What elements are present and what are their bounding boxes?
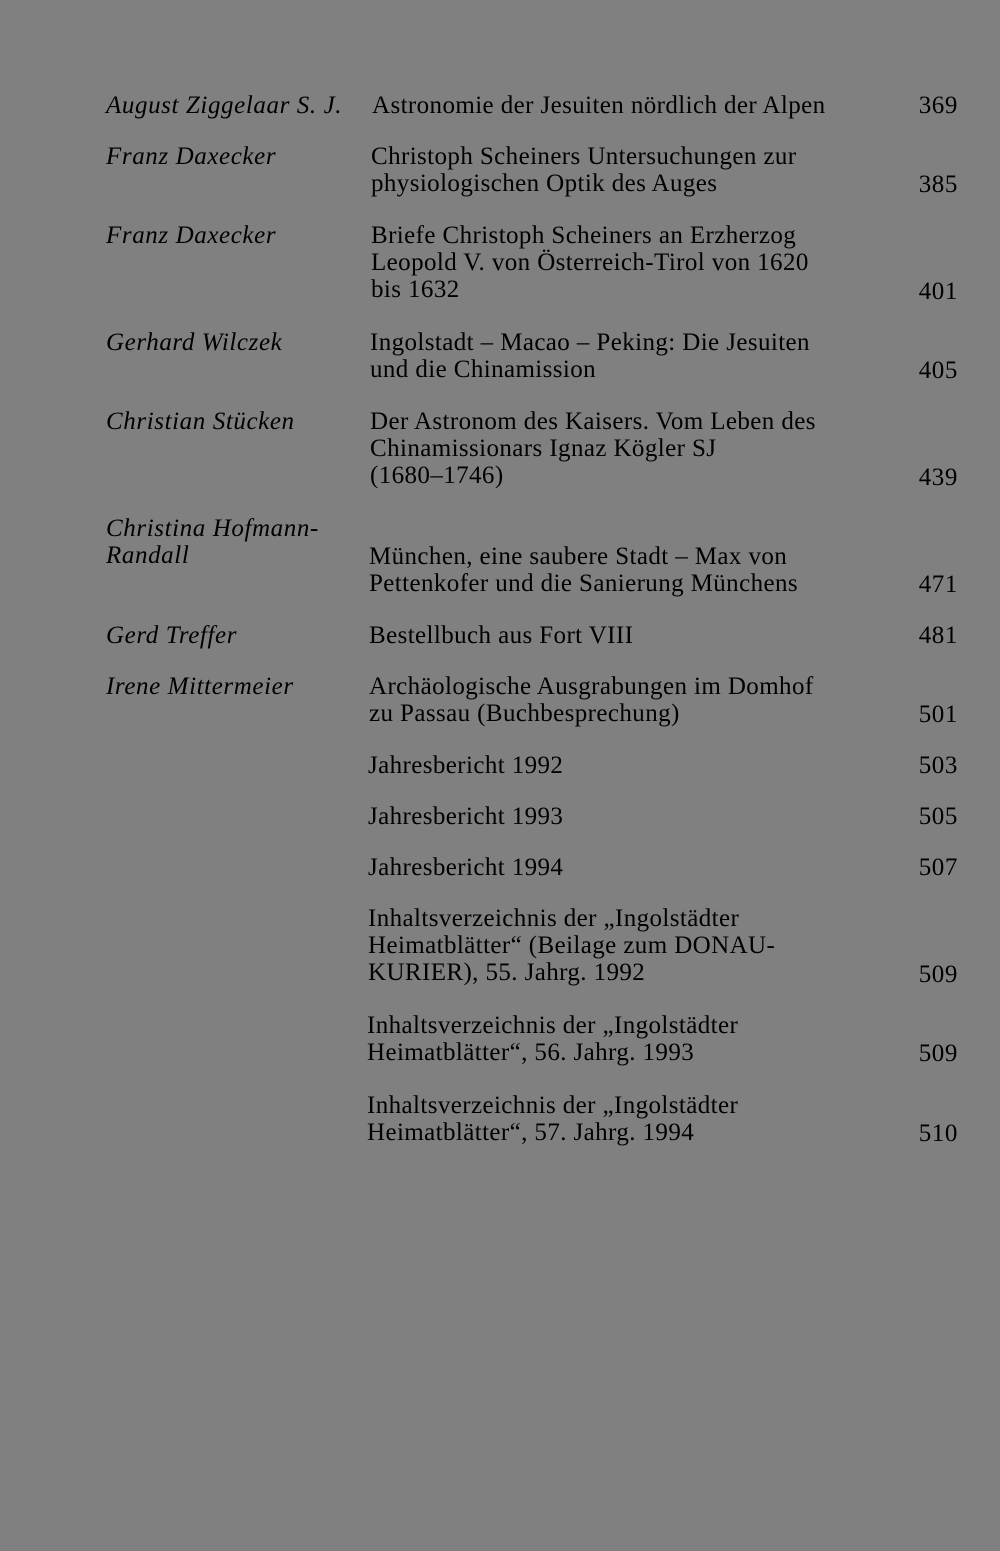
entry-title	[368, 803, 888, 830]
entry-title	[371, 143, 891, 197]
entry-title	[368, 752, 888, 779]
entry-page-number: 507	[918, 854, 958, 881]
entry-title	[372, 92, 892, 119]
entry-title	[367, 1092, 887, 1146]
entry-page-number: 401	[918, 278, 958, 305]
entry-title-line: Bestellbuch aus Fort VIII	[369, 622, 634, 649]
entry-page-number: 509	[918, 961, 958, 988]
entry-title-line: Archäologische Ausgrabungen im Domhof	[369, 673, 814, 700]
entry-title	[370, 408, 890, 489]
entry-author-line: August Ziggelaar S. J.	[106, 92, 343, 119]
entry-title-line: Inhaltsverzeichnis der „Ingolstädter	[368, 905, 740, 932]
entry-title-line: zu Passau (Buchbesprechung)	[369, 700, 680, 727]
entry-title	[369, 622, 889, 649]
entry-title-line: Astronomie der Jesuiten nördlich der Alpen	[372, 92, 826, 119]
entry-author-line: Randall	[106, 542, 190, 569]
entry-title-line: Ingolstadt – Macao – Peking: Die Jesuiten	[370, 329, 810, 356]
entry-title-line: KURIER), 55. Jahrg. 1992	[368, 959, 646, 986]
entry-title-line: München, eine saubere Stadt – Max von	[369, 543, 788, 570]
entry-title	[368, 905, 888, 986]
entry-title	[370, 329, 890, 383]
entry-author	[106, 143, 356, 170]
entry-title	[369, 673, 889, 727]
entry-title-line: Heimatblätter“, 57. Jahrg. 1994	[367, 1119, 695, 1146]
entry-page-number: 439	[918, 464, 958, 491]
entry-author	[106, 329, 356, 356]
entry-author	[106, 622, 356, 649]
entry-title-line: Der Astronom des Kaisers. Vom Leben des	[370, 408, 816, 435]
entry-author-line: Christina Hofmann-	[106, 515, 319, 542]
entry-author	[106, 408, 356, 435]
entry-author-line: Gerhard Wilczek	[106, 329, 283, 356]
entry-title	[367, 1012, 887, 1066]
entry-title-line: Inhaltsverzeichnis der „Ingolstädter	[367, 1092, 739, 1119]
entry-title	[371, 222, 891, 303]
entry-title-line: Heimatblätter“, 56. Jahrg. 1993	[367, 1039, 695, 1066]
entry-title-line: bis 1632	[371, 276, 460, 303]
entry-author	[106, 222, 356, 249]
entry-title-line: und die Chinamission	[370, 356, 597, 383]
entry-title-line: Inhaltsverzeichnis der „Ingolstädter	[367, 1012, 739, 1039]
entry-author-line: Gerd Treffer	[106, 622, 238, 649]
entry-title-line: physiologischen Optik des Auges	[371, 170, 718, 197]
entry-author-line: Irene Mittermeier	[106, 673, 294, 700]
entry-title	[368, 854, 888, 881]
entry-page-number: 501	[918, 701, 958, 728]
entry-author	[106, 92, 356, 119]
entry-page-number: 471	[918, 571, 958, 598]
entry-author	[106, 673, 356, 700]
entry-author-line: Franz Daxecker	[106, 143, 277, 170]
entry-author-line: Franz Daxecker	[106, 222, 277, 249]
entry-title-line: Jahresbericht 1993	[368, 803, 564, 830]
entry-page-number: 369	[918, 92, 958, 119]
entry-title-line: (1680–1746)	[370, 462, 504, 489]
entry-page-number: 385	[918, 171, 958, 198]
entry-page-number: 503	[918, 752, 958, 779]
entry-author-line: Christian Stücken	[106, 408, 295, 435]
entry-page-number: 405	[918, 357, 958, 384]
entry-title	[369, 543, 889, 597]
entry-page-number: 481	[918, 622, 958, 649]
entry-page-number: 510	[918, 1120, 958, 1147]
entry-page-number: 505	[918, 803, 958, 830]
entry-title-line: Jahresbericht 1994	[368, 854, 564, 881]
entry-title-line: Chinamissionars Ignaz Kögler SJ	[370, 435, 717, 462]
entry-title-line: Christoph Scheiners Untersuchungen zur	[371, 143, 797, 170]
entry-title-line: Heimatblätter“ (Beilage zum DONAU-	[368, 932, 776, 959]
entry-page-number: 509	[918, 1040, 958, 1067]
entry-title-line: Leopold V. von Österreich-Tirol von 1620	[371, 249, 809, 276]
entry-author	[106, 515, 356, 569]
entry-title-line: Briefe Christoph Scheiners an Erzherzog	[371, 222, 797, 249]
entry-title-line: Jahresbericht 1992	[368, 752, 564, 779]
entry-title-line: Pettenkofer und die Sanierung Münchens	[369, 570, 798, 597]
